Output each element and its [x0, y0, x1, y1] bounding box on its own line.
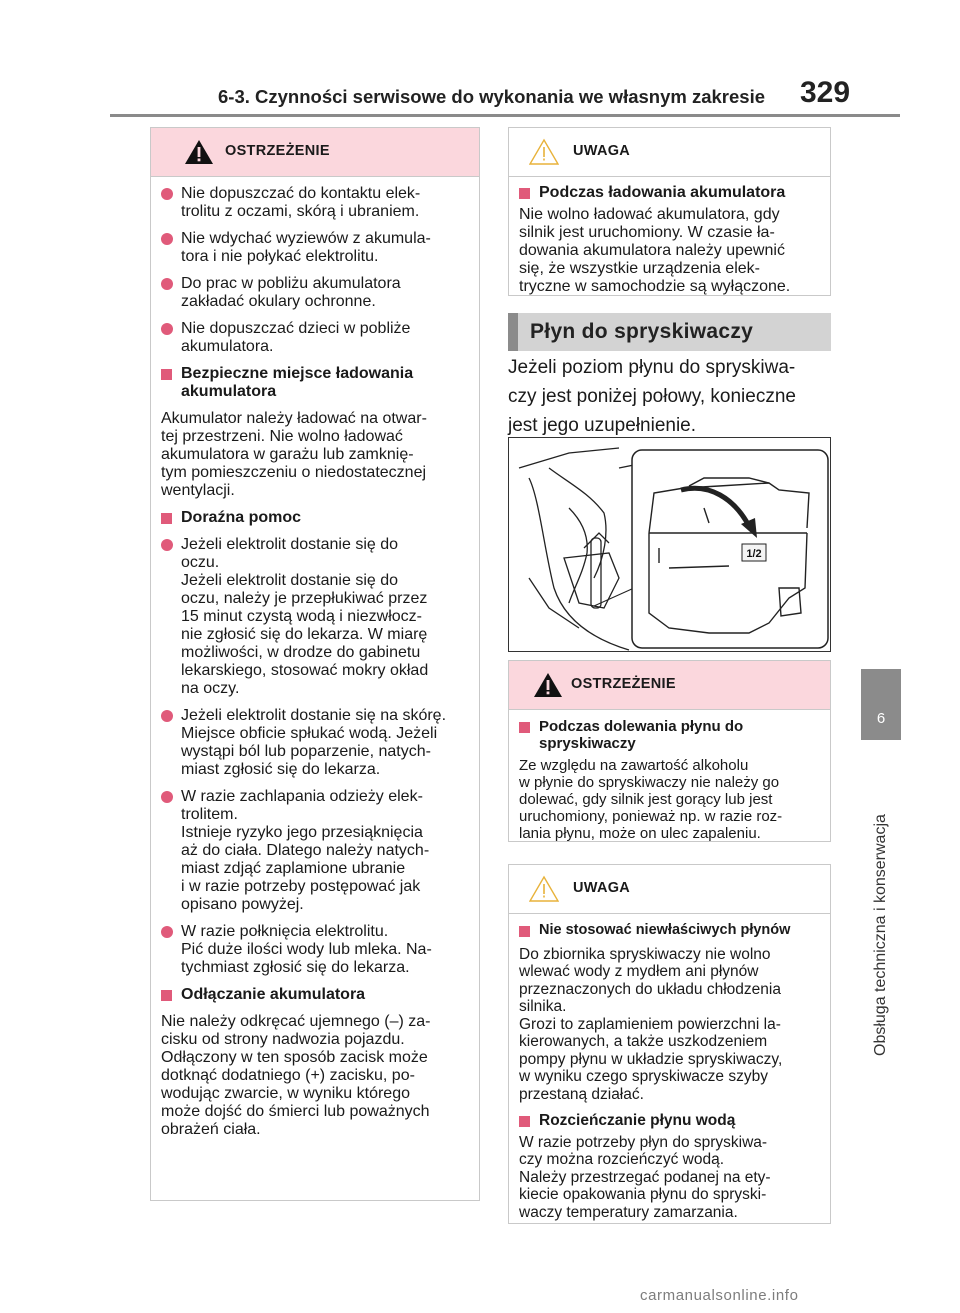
section-intro: Jeżeli poziom płynu do spryskiwa- czy jest poniżej połowy, konieczne jest jego uzupełnienie. [508, 357, 796, 436]
subheading: Doraźna pomoc [161, 509, 469, 527]
bullet-dot-icon [161, 278, 173, 290]
square-bullet-icon [519, 926, 530, 937]
bullet-item: Do prac w pobliżu akumulatora zakładać okulary ochronne. [161, 275, 469, 311]
caution-header [509, 865, 830, 914]
bullet-item: Jeżeli elektrolit dostanie się do oczu. Jeżeli elektrolit dostanie się do oczu, należy je przepłukiwać przez 15 minut czystą wodą i niezwłocz- nie zgłosić się do lekarza. W miarę możliwości, w drodze do gabinetu lekarskiego, stosować mokry okład na oczy. [161, 536, 469, 698]
bullet-dot-icon [161, 539, 173, 551]
caution-heading: UWAGA [573, 143, 631, 159]
running-header-title: 6-3. Czynności serwisowe do wykonania we własnym zakresie [218, 86, 765, 107]
square-bullet-icon [519, 722, 530, 733]
paragraph: Do zbiornika spryskiwaczy nie wolno wlewać wody z mydłem ani płynów przeznaczonych do układu chłodzenia silnika. Grozi to zaplamieniem powierzchni la- kierowanych, a także uszkodzeniem pompy płynu w układzie spryskiwaczy, w wyniku czego spryskiwacze szyby przestaną działać. [519, 945, 783, 1103]
square-bullet-icon [161, 990, 172, 1001]
caution-content [509, 177, 830, 311]
caution-content [509, 914, 830, 1236]
subheading: Odłączanie akumulatora [161, 986, 469, 1004]
warning-header [151, 128, 479, 177]
warning-heading: OSTRZEŻENIE [225, 143, 330, 159]
bullet-item: W razie połknięcia elektrolitu. Pić duże ilości wody lub mleka. Na- tychmiast zgłosić się do lekarza. [161, 923, 469, 977]
caution-triangle-icon [529, 875, 559, 903]
bullet-dot-icon [161, 710, 173, 722]
chapter-side-label [872, 766, 896, 1056]
subheading: Podczas dolewania płynu do spryskiwaczy [519, 718, 820, 752]
warning-content [509, 710, 830, 857]
warning-triangle-icon [184, 138, 214, 166]
warning-content [151, 177, 479, 1154]
bullet-item: W razie zachlapania odzieży elek- trolitem. Istnieje ryzyko jego przesiąknięcia aż do ciała. Dlatego należy natych- miast zdjąć zaplamione ubranie i w razie potrzeby postępować jak opisano powyżej. [161, 788, 469, 914]
page-number: 329 [800, 76, 851, 109]
square-bullet-icon [161, 513, 172, 524]
header-rule [110, 114, 900, 117]
square-bullet-icon [519, 1116, 530, 1127]
bullet-dot-icon [161, 233, 173, 245]
caution-heading: UWAGA [573, 880, 631, 896]
chapter-tab: 6 [861, 669, 901, 740]
caution-header [509, 128, 830, 177]
square-bullet-icon [519, 188, 530, 199]
bullet-dot-icon [161, 323, 173, 335]
subheading: Podczas ładowania akumulatora [519, 184, 820, 202]
subheading: Rozcieńczanie płynu wodą [519, 1112, 820, 1130]
bullet-item: Nie dopuszczać do kontaktu elek- trolitu z oczami, skórą i ubraniem. [161, 185, 469, 221]
section-title: Płyn do spryskiwaczy [530, 320, 754, 343]
watermark: carmanualsonline.info [640, 1287, 799, 1304]
level-mark-label: 1/2 [746, 548, 762, 560]
paragraph: Nie wolno ładować akumulatora, gdy silnik jest uruchomiony. W czasie ła- dowania akumulatora należy upewnić się, że wszystkie urządzenia elek- tryczne w samochodzie są wyłączone. [519, 206, 791, 295]
washer-reservoir-figure [508, 437, 831, 652]
paragraph: Nie należy odkręcać ujemnego (–) za- cisku od strony nadwozia pojazdu. Odłączony w ten sposób zacisk może dotknąć dodatniego (+) zacisku, po- wodując zwarcie, w wyniku którego może dojść do śmierci lub poważnych obrażeń ciała. [161, 1013, 431, 1138]
paragraph: W razie potrzeby płyn do spryskiwa- czy można rozcieńczyć wodą. Należy przestrzegać podanej na ety- kiecie opakowania płynu do spryski- waczy temperatury zamarzania. [519, 1133, 771, 1221]
bullet-item: Nie wdychać wyziewów z akumula- tora i nie połykać elektrolitu. [161, 230, 469, 266]
paragraph: Ze względu na zawartość alkoholu w płynie do spryskiwaczy nie należy go dolewać, gdy silnik jest gorący lub jest uruchomiony, ponieważ np. w razie roz- lania płynu, może on ulec zapaleniu. [519, 757, 783, 842]
warning-triangle-icon [533, 671, 563, 699]
warning-heading: OSTRZEŻENIE [571, 676, 676, 692]
bullet-dot-icon [161, 188, 173, 200]
washer-warning-box [508, 660, 831, 842]
bullet-item: Nie dopuszczać dzieci w pobliże akumulatora. [161, 320, 469, 356]
caution-box-charging [508, 127, 831, 296]
washer-reservoir-illustration [509, 438, 831, 652]
paragraph: Akumulator należy ładować na otwar- tej przestrzeni. Nie wolno ładować akumulatora w garażu lub zamknię- tym pomieszczeniu o niedostatecznej wentylacji. [161, 410, 427, 499]
subheading: Nie stosować niewłaściwych płynów [519, 922, 820, 940]
bullet-item: Jeżeli elektrolit dostanie się na skórę. Miejsce obficie spłukać wodą. Jeżeli wystąpi ból lub poparzenie, natych- miast zgłosić się do lekarza. [161, 707, 469, 779]
bullet-dot-icon [161, 926, 173, 938]
bullet-dot-icon [161, 791, 173, 803]
section-heading-bar [508, 313, 831, 351]
warning-header [509, 661, 830, 710]
caution-box-fluids [508, 864, 831, 1224]
section-accent [508, 313, 518, 351]
battery-warning-box [150, 127, 480, 1201]
subheading: Bezpieczne miejsce ładowania akumulatora [161, 365, 469, 401]
caution-triangle-icon [529, 138, 559, 166]
square-bullet-icon [161, 369, 172, 380]
chapter-title: Obsługa techniczna i konserwacja [872, 814, 889, 1056]
